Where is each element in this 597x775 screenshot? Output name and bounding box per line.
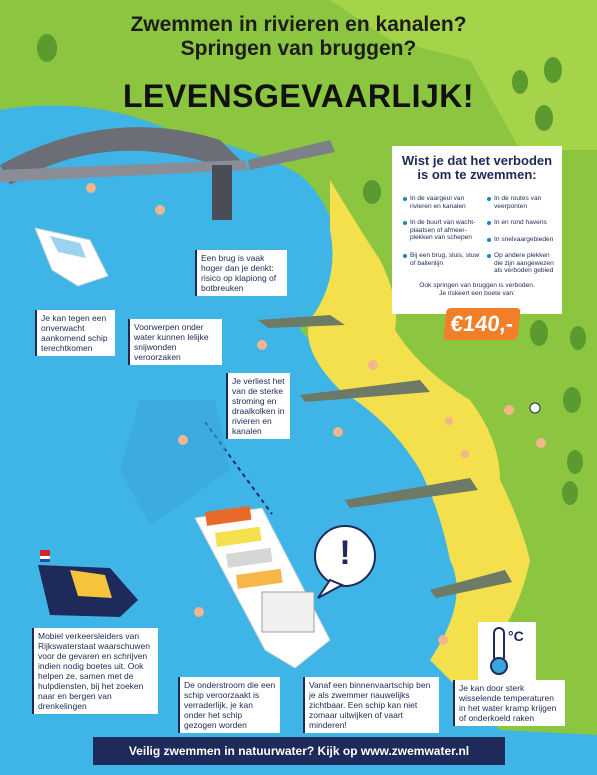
footer-banner: Veilig zwemmen in natuurwater? Kijk op www.zwemwater.nl bbox=[93, 737, 505, 765]
headline-line-1: Zwemmen in rivieren en kanalen? bbox=[130, 13, 467, 36]
rule-item: In de vaargeul van rivieren en kanalen bbox=[410, 195, 480, 210]
callout-bridge: Een brug is vaak hoger dan je denkt: risico op klapiong of botbreuken bbox=[195, 250, 287, 296]
fine-text bbox=[392, 282, 562, 298]
bridge-pillar bbox=[212, 165, 232, 220]
headline-line-2: Springen van bruggen? bbox=[180, 37, 417, 60]
info-title-line-2: is om te zwemmen: bbox=[417, 167, 537, 182]
thermometer bbox=[478, 622, 536, 680]
callout-current: Je verliest het van de sterke stroming en draalkolken in rivieren en kanalen bbox=[226, 373, 290, 439]
celsius-label: °C bbox=[508, 628, 524, 644]
headline-warning: LEVENSGEVAARLIJK! bbox=[122, 78, 475, 114]
callout-objects: Voorwerpen onder water kunnen lelijke snijwonden veroorzaken bbox=[128, 319, 222, 365]
beach-ball bbox=[530, 403, 540, 413]
callout-visibility: Vanaf een binnenvaartschip ben je als zwemmer nauwelijks zichtbaar. Een schip kan niet zomaar uitwijken of vaart minderen! bbox=[303, 677, 439, 733]
fine-line-2: Je riskeert een boete van: bbox=[439, 290, 515, 297]
rule-item: Op andere plekken die zijn aangewezen als verboden gebied bbox=[494, 252, 558, 275]
fine-amount-badge: €140,- bbox=[443, 308, 520, 340]
rule-item: In en rond havens bbox=[494, 219, 558, 227]
callout-undertow: De onderstroom die een schip veroorzaakt is verraderlijk, je kan onder het schip gezogen worden bbox=[178, 677, 280, 733]
rule-item: Bij een brug, sluis, stuw of ballenlijn bbox=[410, 252, 480, 267]
exclamation-icon: ! bbox=[339, 534, 351, 572]
callout-rijkswaterstaat: Mobiel verkeersleiders van Rijkswaterstaat waarschuwen voor de gevaren en schrijven indien nodig boetes uit. Ook helpen ze, samen met de hulpdiensten, bij het zoeken naar en bergen van drenkelingen bbox=[32, 628, 158, 714]
rule-item: In de routes van veerponten bbox=[494, 195, 558, 210]
info-title-line-1: Wist je dat het verboden bbox=[401, 153, 553, 168]
rule-item: In snelvaargebieden bbox=[494, 236, 558, 244]
rule-item: In de buurt van wacht-plaatsen of afmeer-plekken van schepen bbox=[410, 219, 480, 242]
fine-line-1: Ook springen van bruggen is verboden. bbox=[419, 282, 535, 289]
info-box bbox=[392, 146, 562, 314]
callout-ship: Je kan tegen een onverwacht aankomend schip terechtkomen bbox=[35, 310, 115, 356]
callout-temperature: Je kan door sterk wisselende temperaturen in het water kramp krijgen of onderkoeld raken bbox=[453, 680, 565, 726]
info-title bbox=[392, 154, 562, 182]
